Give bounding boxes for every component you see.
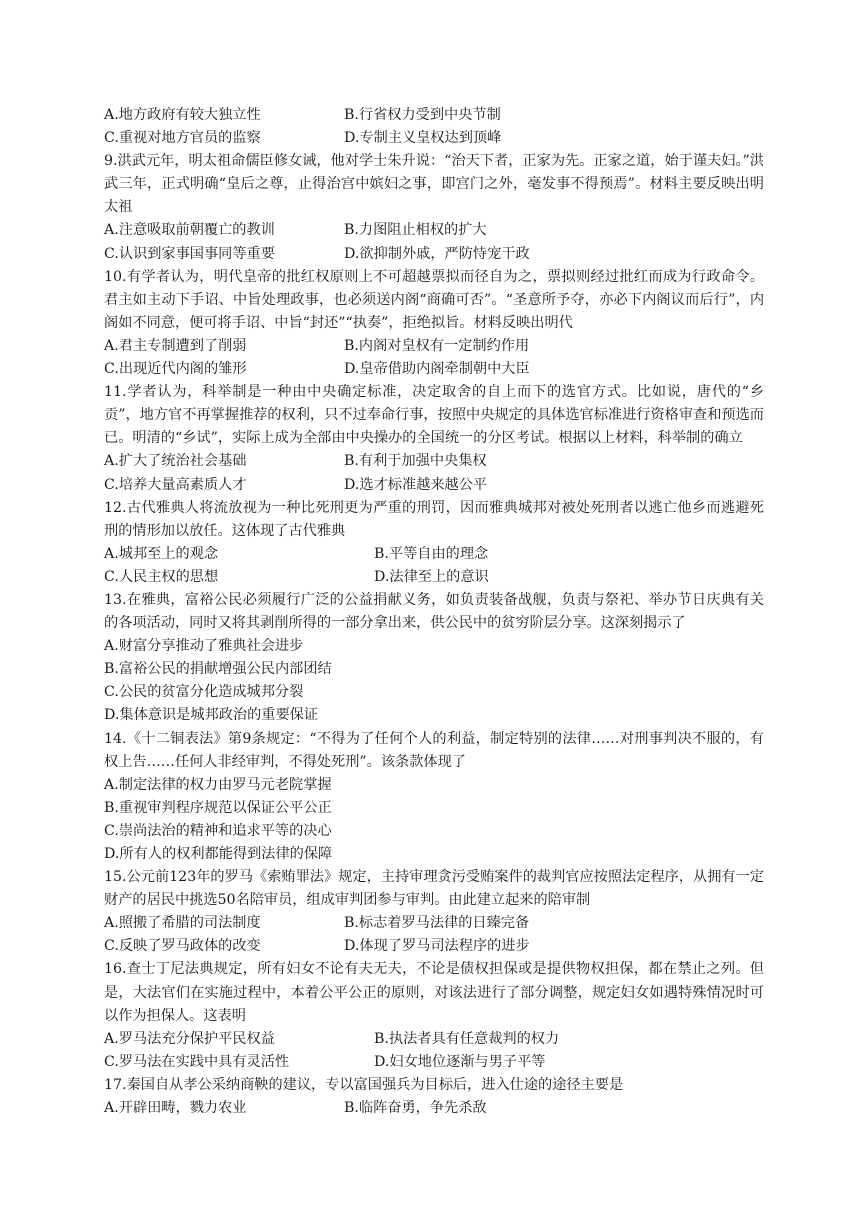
q8-option-c[interactable]: C.重视对地方官员的监察 bbox=[104, 130, 261, 147]
q9-option-b[interactable]: B.力图阻止相权的扩大 bbox=[344, 222, 487, 239]
q17-option-b[interactable]: B.临阵奋勇，争先杀敌 bbox=[344, 1100, 487, 1117]
q15-stem: 15.公元前123年的罗马《索贿罪法》规定，主持审理贪污受贿案件的裁判官应按照法定程序，从拥有一定财产的居民中挑选50名陪审员，组成审判团参与审判。由此建立起来的陪审制 bbox=[104, 869, 764, 909]
q15-option-d[interactable]: D.体现了罗马司法程序的进步 bbox=[344, 938, 530, 955]
q8-option-b[interactable]: B.行省权力受到中央节制 bbox=[344, 107, 501, 123]
q17-stem: 17.秦国自从孝公采纳商鞅的建议，专以富国强兵为目标后，进入仕途的途径主要是 bbox=[104, 1076, 624, 1093]
q8-option-row bbox=[104, 127, 764, 150]
q17-option-a[interactable]: A.开辟田畴，戮力农业 bbox=[104, 1100, 247, 1117]
q16-option-c[interactable]: C.罗马法在实践中具有灵活性 bbox=[104, 1053, 290, 1070]
q14-option-a[interactable]: A.制定法律的权力由罗马元老院掌握 bbox=[104, 776, 332, 793]
q11-option-d[interactable]: D.选才标准越来越公平 bbox=[344, 476, 488, 493]
q15-option-row bbox=[104, 935, 764, 958]
q14-option-b[interactable]: B.重视审判程序规范以保证公平公正 bbox=[104, 799, 332, 816]
q10-option-row bbox=[104, 335, 764, 358]
q10-option-c[interactable]: C.出现近代内阁的雏形 bbox=[104, 361, 247, 378]
q15-option-c[interactable]: C.反映了罗马政体的改变 bbox=[104, 938, 261, 955]
q15-option-b[interactable]: B.标志着罗马法律的日臻完备 bbox=[344, 915, 530, 932]
q12-option-c[interactable]: C.人民主权的思想 bbox=[104, 568, 219, 585]
q16-option-a[interactable]: A.罗马法充分保护平民权益 bbox=[104, 1030, 275, 1047]
q15-option-row bbox=[104, 912, 764, 935]
q11-option-a[interactable]: A.扩大了统治社会基础 bbox=[104, 453, 247, 470]
q8-option-d[interactable]: D.专制主义皇权达到顶峰 bbox=[344, 130, 502, 147]
q11-option-c[interactable]: C.培养大量高素质人才 bbox=[104, 476, 247, 493]
q12-stem: 12.古代雅典人将流放视为一种比死刑更为严重的刑罚，因而雅典城邦对被处死刑者以逃亡他乡而逃避死刑的情形加以放任。这体现了古代雅典 bbox=[104, 499, 764, 539]
q10-option-b[interactable]: B.内阁对皇权有一定制约作用 bbox=[344, 337, 530, 354]
q13-option-d[interactable]: D.集体意识是城邦政治的重要保证 bbox=[104, 707, 319, 724]
q10-stem: 10.有学者认为，明代皇帝的批红权原则上不可超越票拟而径自为之，票拟则经过批红而成为行政命令。君主如主动下手诏、中旨处理政事，也必须送内阁“商确可否”。“圣意所予夺，亦必下内阁议而后行”，内阁如不同意，便可将手诏、中旨“封还”“执奏”，拒绝拟旨。材料反映出明代 bbox=[104, 268, 765, 331]
q8-option-a[interactable]: A.地方政府有较大独立性 bbox=[104, 107, 261, 123]
q16-stem: 16.查士丁尼法典规定，所有妇女不论有夫无夫，不论是债权担保或是提供物权担保，都在禁止之列。但是，大法官们在实施过程中，本着公平公正的原则，对该法进行了部分调整，规定妇女如遇特殊情况时可以作为担保人。这表明 bbox=[104, 961, 764, 1024]
question-content bbox=[104, 104, 764, 1120]
q11-option-row bbox=[104, 474, 764, 497]
q10-option-row bbox=[104, 358, 764, 381]
q11-stem: 11.学者认为，科举制是一种由中央确定标准，决定取舍的自上而下的选官方式。比如说，唐代的“乡贡”，地方官不再掌握推荐的权利，只不过奉命行事，按照中央规定的具体选官标准进行资格审查和预选而已。明清的“乡试”，实际上成为全部由中央操办的全国统一的分区考试。根据以上材料，科举制的确立 bbox=[104, 384, 764, 447]
q16-option-row bbox=[104, 1028, 764, 1051]
q13-option-c[interactable]: C.公民的贫富分化造成城邦分裂 bbox=[104, 684, 304, 701]
q12-option-row bbox=[104, 566, 764, 589]
q9-stem: 9.洪武元年，明太祖命儒臣修女诫，他对学士朱升说：“治天下者，正家为先。正家之道，始于谨夫妇。”洪武三年，正式明确“皇后之尊，止得治宫中嫔妇之事，即宫门之外，毫发事不得预焉”。材料主要反映出明太祖 bbox=[104, 153, 764, 216]
q12-option-b[interactable]: B.平等自由的理念 bbox=[374, 545, 489, 562]
q8-option-row bbox=[104, 104, 764, 127]
q12-option-row bbox=[104, 543, 764, 566]
q14-option-c[interactable]: C.崇尚法治的精神和追求平等的决心 bbox=[104, 822, 332, 839]
q9-option-c[interactable]: C.认识到家事国事同等重要 bbox=[104, 245, 275, 262]
q17-option-row bbox=[104, 1097, 764, 1120]
q9-option-a[interactable]: A.注意吸取前朝覆亡的教训 bbox=[104, 222, 275, 239]
q10-option-d[interactable]: D.皇帝借助内阁牵制朝中大臣 bbox=[344, 361, 530, 378]
q16-option-d[interactable]: D.妇女地位逐渐与男子平等 bbox=[374, 1053, 546, 1070]
q11-option-row bbox=[104, 450, 764, 473]
q11-option-b[interactable]: B.有利于加强中央集权 bbox=[344, 453, 487, 470]
q10-option-a[interactable]: A.君主专制遭到了削弱 bbox=[104, 337, 247, 354]
q12-option-d[interactable]: D.法律至上的意识 bbox=[374, 568, 489, 585]
q14-option-d[interactable]: D.所有人的权利都能得到法律的保障 bbox=[104, 846, 333, 862]
q13-option-b[interactable]: B.富裕公民的捐献增强公民内部团结 bbox=[104, 661, 332, 678]
q16-option-row bbox=[104, 1051, 764, 1074]
q14-stem: 14.《十二铜表法》第9条规定：“不得为了任何个人的利益，制定特别的法律……对刑事判决不服的，有权上告……任何人非经审判，不得处死刑”。该条款体现了 bbox=[104, 730, 764, 770]
q12-option-a[interactable]: A.城邦至上的观念 bbox=[104, 545, 219, 562]
q15-option-a[interactable]: A.照搬了希腊的司法制度 bbox=[104, 915, 261, 932]
q13-option-a[interactable]: A.财富分享推动了雅典社会进步 bbox=[104, 638, 304, 655]
q9-option-d[interactable]: D.欲抑制外戚，严防恃宠干政 bbox=[344, 245, 530, 262]
q9-option-row bbox=[104, 219, 764, 242]
q9-option-row bbox=[104, 243, 764, 266]
q13-stem: 13.在雅典，富裕公民必须履行广泛的公益捐献义务，如负责装备战舰，负责与祭祀、举办节日庆典有关的各项活动，同时又将其剥削所得的一部分拿出来，供公民中的贫穷阶层分享。这深刻揭示了 bbox=[104, 591, 764, 632]
q16-option-b[interactable]: B.执法者具有任意裁判的权力 bbox=[374, 1030, 560, 1047]
